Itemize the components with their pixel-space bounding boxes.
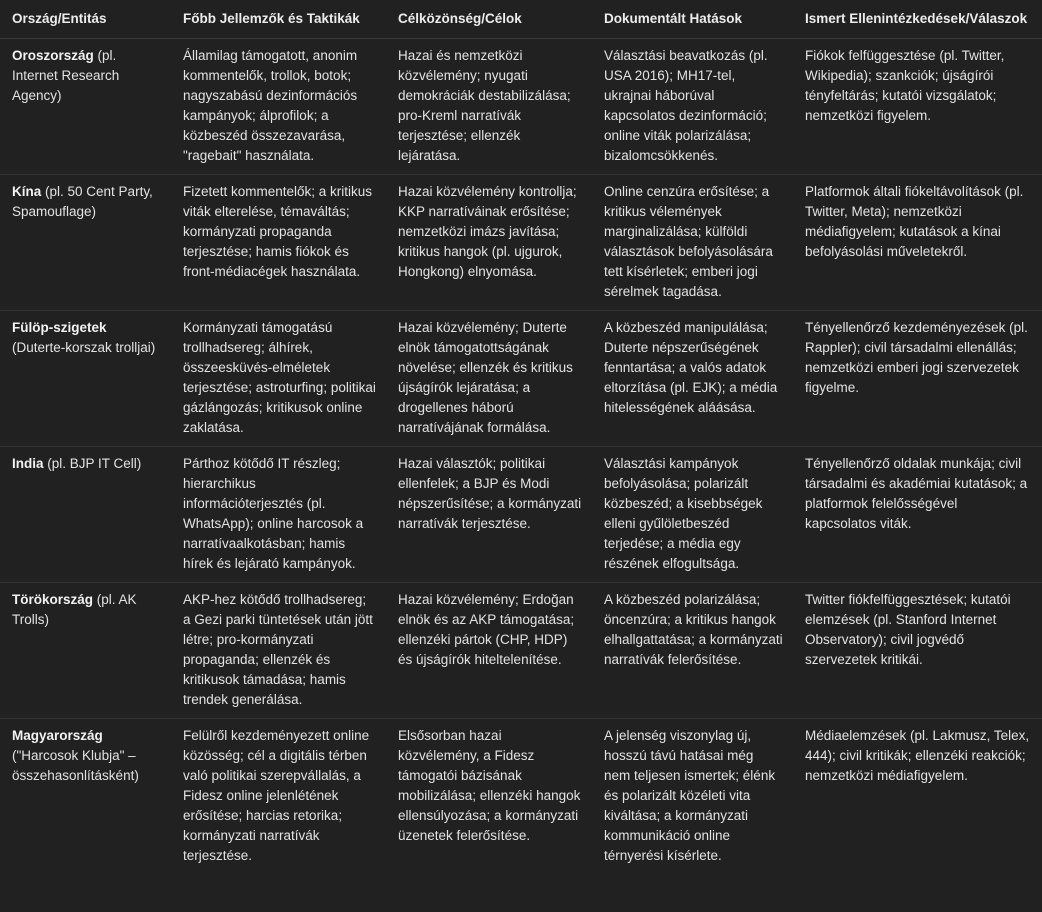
header-country: Ország/Entitás <box>0 0 171 39</box>
targets-cell: Hazai közvélemény; Duterte elnök támogatottságának növelése; ellenzék és kritikus újságírók lejáratása; a drogellenes háború narratívájának formálása. <box>386 311 592 447</box>
header-responses: Ismert Ellenintézkedések/Válaszok <box>793 0 1042 39</box>
responses-cell: Twitter fiókfelfüggesztések; kutatói elemzések (pl. Stanford Internet Observatory); civil jogvédő szervezetek kritikái. <box>793 583 1042 719</box>
country-name: Fülöp-szigetek <box>12 320 107 335</box>
tactics-cell: Párthoz kötődő IT részleg; hierarchikus információterjesztés (pl. WhatsApp); online harcosok a narratívaalkotásban; hamis hírek és lejárató kampányok. <box>171 447 386 583</box>
tactics-cell: Kormányzati támogatású trollhadsereg; álhírek, összeesküvés-elméletek terjesztése; astroturfing; politikai gázlángozás; kritikusok online zaklatása. <box>171 311 386 447</box>
table-row <box>0 583 1042 719</box>
country-name: India <box>12 456 44 471</box>
effects-cell: A közbeszéd manipulálása; Duterte népszerűségének fenntartása; a valós adatok eltorzítása (pl. EJK); a média hitelességének aláásása. <box>592 311 793 447</box>
tactics-cell: Felülről kezdeményezett online közösség; cél a digitális térben való politikai szerepvállalás, a Fidesz online jelenlétének erősítése; harcias retorika; kormányzati narratívák terjesztése. <box>183 728 370 863</box>
country-cell <box>0 175 171 311</box>
effects-cell: Online cenzúra erősítése; a kritikus vélemények marginalizálása; külföldi választások befolyásolására tett kísérletek; emberi jogi sérelmek tagadása. <box>592 175 793 311</box>
country-cell <box>0 447 171 583</box>
responses-cell: Fiókok felfüggesztése (pl. Twitter, Wikipedia); szankciók; újságírói tényfeltárás; kutatói vizsgálatok; nemzetközi figyelem. <box>793 39 1042 175</box>
table-header <box>0 0 1042 39</box>
table-row <box>0 447 1042 583</box>
tactics-cell: Államilag támogatott, anonim kommentelők, trollok, botok; nagyszabású dezinformációs kampányok; álprofilok; a közbeszéd összezavarása, "ragebait" használata. <box>171 39 386 175</box>
table-row <box>0 39 1042 175</box>
table-row <box>0 719 1042 875</box>
targets-cell: Elsősorban hazai közvélemény, a Fidesz támogatói bázisának mobilizálása; ellenzéki hangok ellensúlyozása; a kormányzati üzenetek felerősítése. <box>398 728 581 843</box>
country-name: Oroszország <box>12 48 94 63</box>
country-note: (pl. Internet Research Agency) <box>12 48 120 103</box>
header-row <box>0 0 1042 39</box>
header-targets: Célközönség/Célok <box>386 0 592 39</box>
country-cell <box>0 719 171 875</box>
targets-cell: Hazai közvélemény; Erdoğan elnök és az AKP támogatása; ellenzéki pártok (CHP, HDP) és újságírók hiteltelenítése. <box>386 583 592 719</box>
effects-cell: Választási kampányok befolyásolása; polarizált közbeszéd; a kisebbségek elleni gyűlöletbeszéd terjedése; a média egy részének elfogultsága. <box>592 447 793 583</box>
country-note: ("Harcosok Klubja" – összehasonlításként) <box>12 748 139 783</box>
header-tactics: Főbb Jellemzők és Taktikák <box>171 0 386 39</box>
country-cell <box>0 583 171 719</box>
targets-cell: Hazai közvélemény kontrollja; KKP narratíváinak erősítése; nemzetközi imázs javítása; kritikus hangok (pl. ujgurok, Hongkong) elnyomása. <box>386 175 592 311</box>
responses-cell: Tényellenőrző kezdeményezések (pl. Rappler); civil társadalmi ellenállás; nemzetközi emberi jogi szervezetek figyelme. <box>793 311 1042 447</box>
targets-cell: Hazai választók; politikai ellenfelek; a BJP és Modi népszerűsítése; a kormányzati narratívák terjesztése. <box>386 447 592 583</box>
tactics-cell: Fizetett kommentelők; a kritikus viták elterelése, témaváltás; kormányzati propaganda terjesztése; hamis fiókok és front-médiacégek használata. <box>171 175 386 311</box>
effects-cell: A jelenség viszonylag új, hosszú távú hatásai még nem teljesen ismertek; élénk és polarizált közéleti vita kiváltása; a kormányzati kommunikáció online térnyerési kísérlete. <box>604 728 776 863</box>
country-note: (pl. BJP IT Cell) <box>43 456 142 471</box>
table-row <box>0 311 1042 447</box>
targets-cell: Hazai és nemzetközi közvélemény; nyugati demokráciák destabilizálása; pro-Kreml narratívák terjesztése; ellenzék lejáratása. <box>386 39 592 175</box>
country-cell <box>0 311 171 447</box>
responses-cell: Médiaelemzések (pl. Lakmusz, Telex, 444); civil kritikák; ellenzéki reakciók; nemzetközi médiafigyelem. <box>805 728 1030 783</box>
country-name: Magyarország <box>12 728 103 743</box>
country-cell <box>0 39 171 175</box>
responses-cell: Platformok általi fiókeltávolítások (pl. Twitter, Meta); nemzetközi médiafigyelem; kutatások a kínai befolyásolási műveletekről. <box>793 175 1042 311</box>
country-name: Törökország <box>12 592 94 607</box>
country-note: (Duterte-korszak trolljai) <box>12 340 156 355</box>
tactics-cell: AKP-hez kötődő trollhadsereg; a Gezi parki tüntetések után jött létre; pro-kormányzati propaganda; ellenzék és kritikusok támadása; hamis trendek generálása. <box>171 583 386 719</box>
effects-cell: Választási beavatkozás (pl. USA 2016); MH17-tel, ukrajnai háborúval kapcsolatos dezinformáció; online viták polarizálása; bizalomcsökkenés. <box>592 39 793 175</box>
country-name: Kína <box>12 184 42 199</box>
table-row <box>0 175 1042 311</box>
country-note: (pl. AK Trolls) <box>12 592 137 627</box>
effects-cell: A közbeszéd polarizálása; öncenzúra; a kritikus hangok elhallgattatása; a kormányzati narratívák felerősítése. <box>592 583 793 719</box>
header-effects: Dokumentált Hatások <box>592 0 793 39</box>
responses-cell: Tényellenőrző oldalak munkája; civil társadalmi és akadémiai kutatások; a platformok felelősségével kapcsolatos viták. <box>793 447 1042 583</box>
table-body <box>0 39 1042 875</box>
country-note: (pl. 50 Cent Party, Spamouflage) <box>12 184 153 219</box>
